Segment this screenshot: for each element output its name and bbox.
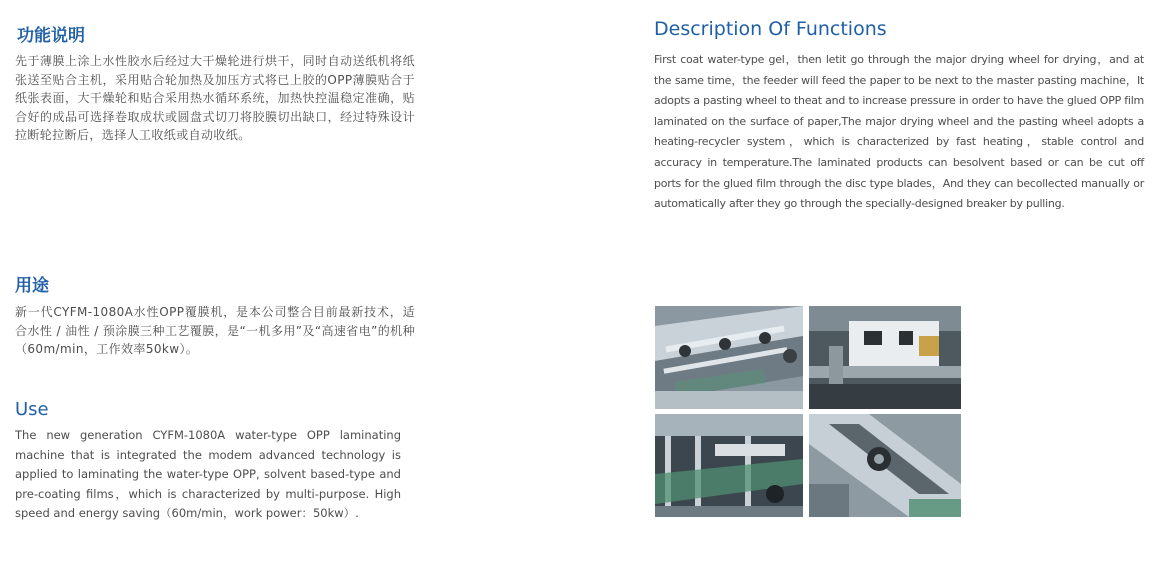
functions-body-cn: 先于薄膜上涂上水性胶水后经过大干燥轮进行烘干，同时自动送纸机将纸张送至贴合主机，采用贴合轮加热及加压方式将已上胶的OPP薄膜贴合于纸张表面，大干燥轮和贴合采用热水循环系统，加热快控温稳定准确，贴合好的成品可选择卷取成状或圆盘式切刀将胶膜切出缺口，经过特殊设计拉断轮拉断后，选择人工收纸或自动收纸。	[15, 54, 415, 142]
functions-body-en: First coat water-type gel，then letit go through the major drying wheel for drying，and at the same time，the feeder will feed the paper to be next to the master pasting machine，It adopts a pasting wheel to theat and to increase pressure in order to have the glued OPP film laminated on the surface of paper,The major drying wheel and the pasting wheel adopts a heating-recycler system，which is characterized by fast heating，stable control and accuracy in temperature.The laminated products can besolvent based or can be cut off ports for the glued film through the disc type blades，And they can becollected manually or automatically after they go through the specially-designed breaker by pulling.	[654, 53, 1144, 211]
usage-body-cn: 新一代CYFM-1080A水性OPP覆膜机，是本公司整合目前最新技术，适合水性 / 油性 / 预涂膜三种工艺覆膜，是“一机多用”及“高速省电”的机种（60m/min，工作效率50kw）。	[15, 305, 415, 356]
machine-interior-photo	[655, 414, 803, 517]
usage-title-cn: 用途	[15, 276, 49, 296]
machine-roller-detail-photo	[809, 414, 961, 517]
machine-pasting-unit-photo	[809, 306, 961, 409]
functions-title-en: Description Of Functions	[654, 18, 887, 40]
usage-title-en: Use	[15, 399, 49, 420]
functions-title-cn: 功能说明	[17, 26, 85, 46]
machine-feeder-photo	[655, 306, 803, 409]
usage-body-en: The new generation CYFM-1080A water-type OPP laminating machine that is integrated the modem advanced technology is applied to laminating the water-type OPP, solvent based-type and pre-coating films，which is characterized by multi-purpose. High speed and energy saving（60m/min，work power：50kw）.	[15, 428, 401, 521]
